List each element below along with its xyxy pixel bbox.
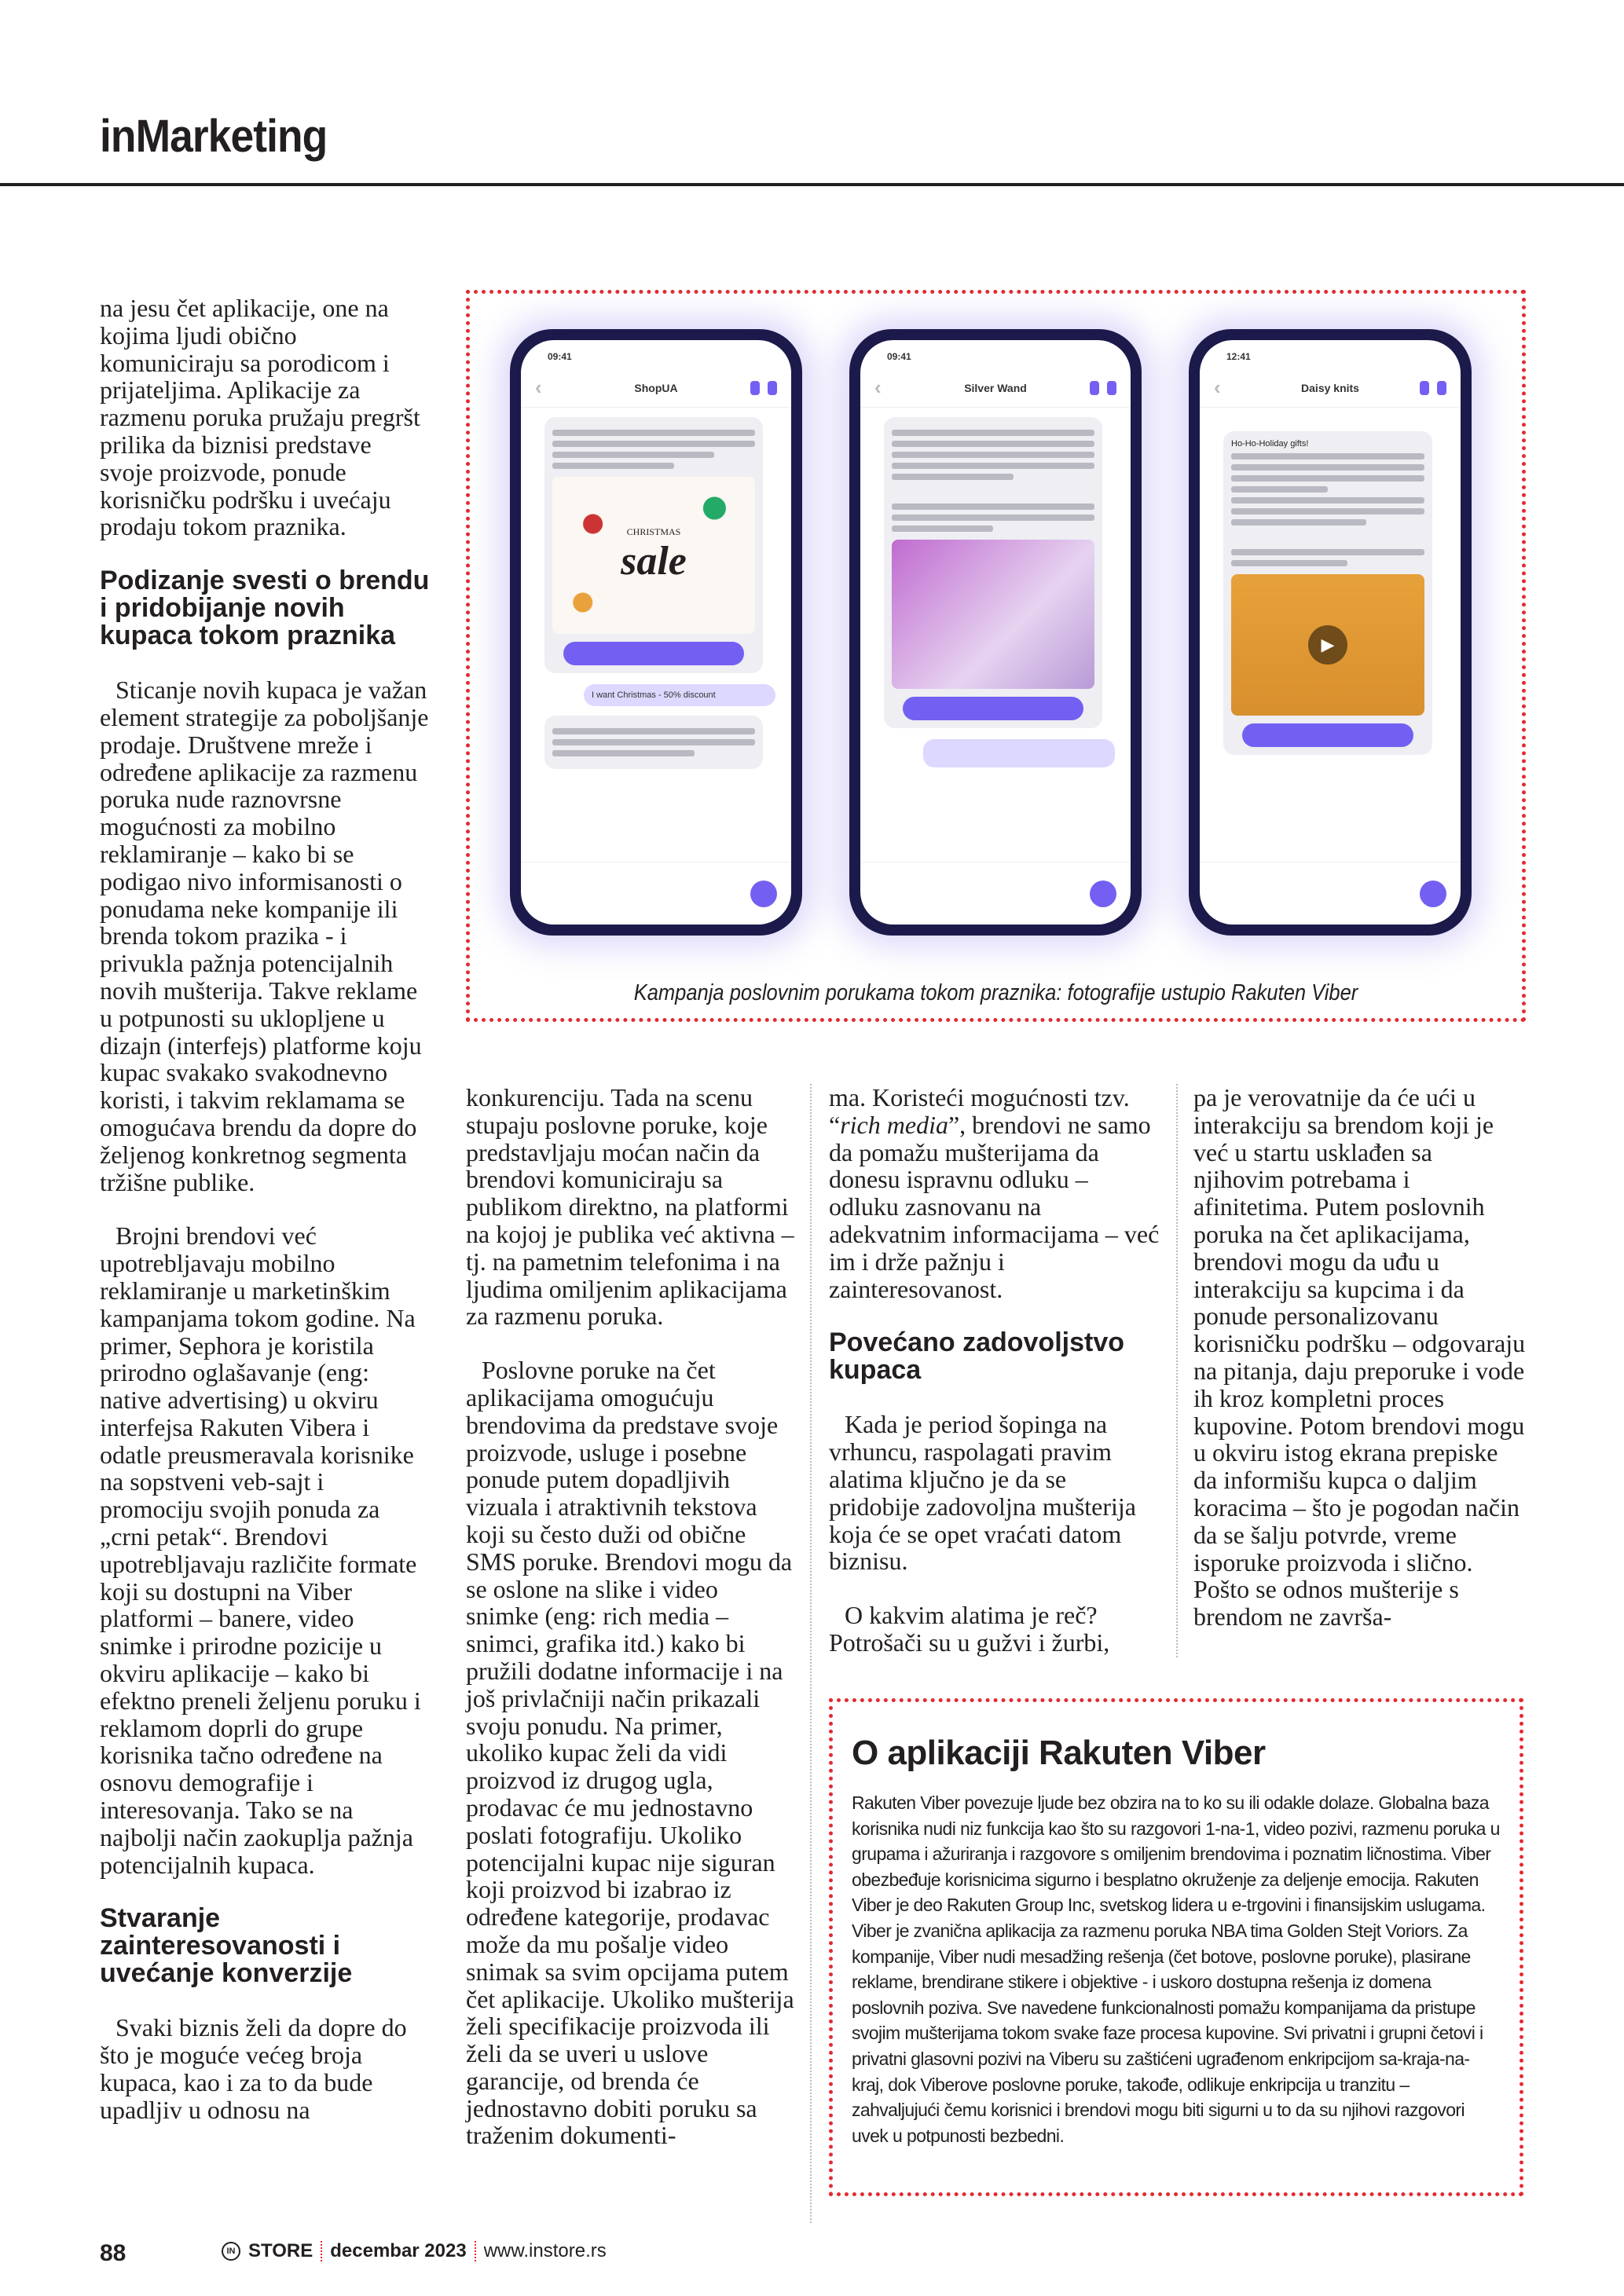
issue-date: decembar 2023 (330, 2240, 467, 2261)
text: ”, brendovi ne samo da pomažu mušterijama da donesu ispravnu odluku – odluku zasnovanu na adekvatnim informacijama – već im i drže pažnju i zainteresovanost. (829, 1110, 1160, 1303)
sidebar-box (829, 1698, 1523, 2196)
header-icons (750, 381, 777, 395)
column-4 (1193, 1084, 1527, 1657)
greeting-text: Ho-Ho-Holiday gifts! (1231, 439, 1309, 449)
chat-name: Silver Wand (964, 381, 1027, 394)
paragraph (829, 1084, 1163, 1302)
status-bar: 09:41 (887, 351, 911, 362)
divider (475, 2241, 476, 2261)
message-bubble (884, 417, 1102, 728)
figure-caption: Kampanja poslovnim porukama tokom praznika: fotografije ustupio Rakuten Viber (633, 980, 1358, 1005)
footer-masthead (222, 2240, 607, 2262)
phone-mockup (849, 329, 1142, 936)
column-3 (829, 1084, 1163, 1683)
chat-name: ShopUA (634, 381, 678, 394)
paragraph: O kakvim alatima je reč? Potrošači su u gužvi i žurbi, (829, 1601, 1110, 1657)
header-rule (0, 183, 1624, 186)
subheading: Povećano zadovoljstvo kupaca (829, 1327, 1124, 1386)
column-divider (1176, 1084, 1178, 1657)
paragraph: Brojni brendovi već upotrebljavaju mobilno reklamiranje u marketinškim kampanjama tokom godine. Na primer, Sephora je koristila prirodno oglašavanje (eng: native advertising) u okviru interfejsa Rakuten Vibera i odatle preusmeravala korisnike na sopstveni veb-sajt i promociju svojih ponuda za „crni petak“. Brendovi upotrebljavaju različite formate koji su dostupni na Viber platformi – banere, video snimke i prirodne pozicije u okviru aplikacije – kako bi efektno preneli željenu poruku i reklamom doprli do grupe korisnika tačno određene na osnovu demografije i interesovanja. Tako se na najbolji način zaokuplja pažnja potencijalnih kupaca. (100, 1221, 421, 1879)
promo-sale: sale (621, 539, 687, 584)
message-bubble (544, 417, 763, 673)
chat-name: Daisy knits (1301, 381, 1359, 394)
italic-term: rich media (840, 1110, 948, 1139)
sidebar-body: Rakuten Viber povezuje ljude bez obzira na to ko su ili odakle dolaze. Globalna baza korisnika nudi niz funkcija kao što su razgovori 1-na-1, video pozivi, razmenu poruka u grupama i ažuriranja i razgovore s omiljenim brendovima i poznatim ličnostima. Viber obezbeđuje korisnicima sigurno i besplatno okruženje za deljenje emocija. Rakuten Viber je deo Rakuten Group Inc, svetskog lidera u e-trgovini i finansijskim uslugama. Viber je zvanična aplikacija za razmenu poruka NBA tima Golden Stejt Voriors. Za kompanije, Viber nudi mesadžing rešenja (čet botove, poslovne poruke), plasirane reklame, brendirane stikere i objektive - i uskoro dostupna rešenja iz domena poslovnih poziva. Sve navedene funkcionalnosti pomažu kompanijama da pristupe svojim mušterijama tokom svake faze procesa kupovine. Svi privatni i grupni četovi i privatni glasovni pozivi na Viberu su zaštićeni ugrađenom enkripcijom sa-kraja-na-kraj, dok Viberove poslovne poruke, takođe, odlikuje enkripcija u tranzitu – zahvaljujući čemu korisnici i brendovi mogu biti sigurni u to da su njihovi razgovori uvek u potpunosti bezbedni. (852, 1792, 1500, 2146)
message-bubble (1223, 431, 1432, 755)
divider (321, 2241, 322, 2261)
subheading: Podizanje svesti o brendu i pridobijanje novih kupaca tokom praznika (100, 566, 430, 651)
column-2 (466, 1084, 796, 2176)
status-bar: 09:41 (548, 351, 572, 362)
play-icon[interactable]: ▶ (1308, 625, 1347, 665)
header-icons (1090, 381, 1116, 395)
column-1 (100, 295, 430, 2151)
subheading: Stvaranje zainteresovanosti i uvećanje konverzije (100, 1903, 353, 1989)
sent-message (923, 739, 1115, 767)
back-icon: ‹ (535, 375, 542, 399)
website-link[interactable]: www.instore.rs (483, 2240, 607, 2261)
magazine-logo: STORE (248, 2240, 313, 2261)
paragraph: na jesu čet aplikacije, one na kojima ljudi obično komuniciraju sa porodicom i prijateljima. Aplikacije za razmenu poruka pružaju pregršt prilika da biznisi predstave svoje proizvode, ponude korisničku podršku i uvećaju prodaju tokom praznika. (100, 294, 420, 541)
header-icons (1420, 381, 1446, 395)
shop-button[interactable] (1242, 723, 1413, 747)
section-title: inMarketing (100, 111, 328, 162)
instore-logo-icon: IN (222, 2242, 240, 2261)
sidebar-title: O aplikaciji Rakuten Viber (852, 1734, 1266, 1772)
phone-mockup (510, 329, 802, 936)
sent-message: I want Christmas - 50% discount (584, 684, 775, 706)
back-icon: ‹ (1214, 375, 1221, 399)
back-icon: ‹ (874, 375, 882, 399)
column-divider (810, 1084, 812, 2223)
phone-mockup (1189, 329, 1472, 936)
paragraph: Svaki biznis želi da dopre do što je moguće većeg broja kupaca, kao i za to da bude upadljiv u odnosu na (100, 2013, 407, 2124)
shop-button[interactable] (563, 642, 744, 665)
text: ma. Koristeći mogućnosti tzv. “ (829, 1083, 1130, 1139)
figure (466, 290, 1526, 1022)
page-number: 88 (100, 2240, 126, 2266)
paragraph: Poslovne poruke na čet aplikacijama omogućuju brendovima da predstave svoje proizvode, usluge i posebne ponude putem dopadljivih vizuala i atraktivnih tekstova koji su često duži od obične SMS poruke. Brendovi mogu da se oslone na slike i video snimke (eng: rich media – snimci, grafika itd.) kako bi pružili dodatne informacije i na još privlačniji način prikazali svoju ponudu. Na primer, ukoliko kupac želi da vidi proizvod iz drugog ugla, prodavac će mu jednostavno poslati fotografiju. Ukoliko potencijalni kupac nije siguran koji proizvod bi izabrao iz određene kategorije, prodavac može da mu pošalje video snimak sa svim opcijama putem čet aplikacije. Ukoliko mušterija želi specifikacije proizvoda ili želi da se uveri u uslove garancije, od brenda će jednostavno dobiti poruku sa traženim dokumenti- (466, 1356, 794, 2150)
paragraph: Sticanje novih kupaca je važan element strategije za poboljšanje prodaje. Društvene mreže i određene aplikacije za razmenu poruka nude raznovrsne mogućnosti za mobilno reklamiranje – kako bi se podigao nivo informisanosti o ponudama neke kompanije ili brenda tokom prazika - i privukla pažnja potencijalnih novih mušterija. Takve reklame u potpunosti su uklopljene u dizajn (interfejs) platforme koju kupac svakako svakodnevno koristi, i takvim reklamama se omogućava brendu da dopre do željenog konkretnog segmenta tržišne publike. (100, 676, 429, 1196)
send-icon[interactable] (1420, 881, 1446, 907)
paragraph: konkurenciju. Tada na scenu stupaju poslovne poruke, koje predstavljaju moćan način da brendovi komuniciraju sa publikom direktno, na platformi na kojoj je publika već aktivna – tj. na pametnim telefonima i na ljudima omiljenim aplikacijama za razmenu poruka. (466, 1083, 794, 1331)
status-bar: 12:41 (1226, 351, 1251, 362)
promo-text: CHRISTMAS (626, 526, 681, 537)
message-bubble (544, 716, 763, 769)
paragraph: pa je verovatnije da će ući u interakciju sa brendom koji je već u startu usklađen sa njihovim potrebama i afinitetima. Putem poslovnih poruka na čet aplikacijama, brendovi mogu da uđu u interakciju sa kupcima i da ponude personalizovanu korisničku podršku – odgovaraju na pitanja, daju preporuke i vode ih kroz kompletni proces kupovine. Potom brendovi mogu u okviru istog ekrana prepiske da informišu kupca o daljim koracima – što je pogodan način da se šalju potvrde, vreme isporuke proizvoda i slično. Pošto se odnos mušterije s brendom ne završa- (1193, 1083, 1526, 1631)
paragraph: Kada je period šopinga na vrhuncu, raspolagati pravim alatima ključno je da se pridobije zadovoljna mušterija koja će se opet vraćati datom biznisu. (829, 1410, 1136, 1576)
send-icon[interactable] (1090, 881, 1116, 907)
learn-button[interactable] (903, 697, 1083, 720)
send-icon[interactable] (750, 881, 777, 907)
